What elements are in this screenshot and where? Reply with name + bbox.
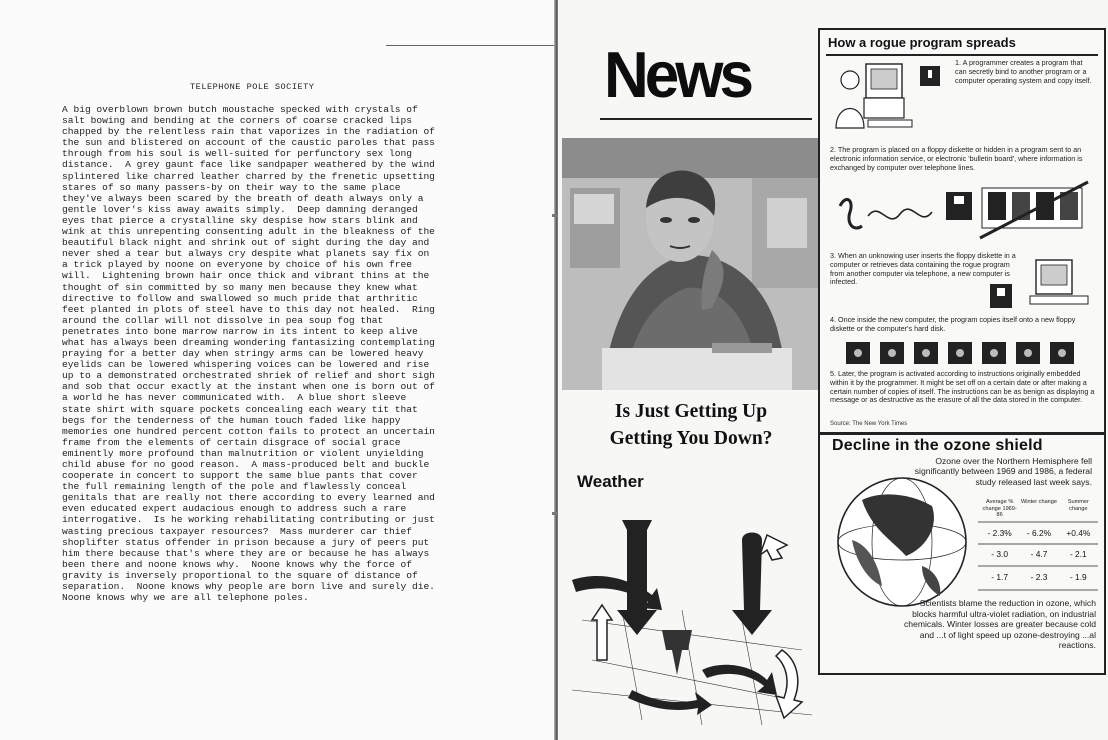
- poem-line: interrogative. Is he working rehabilitating contributing or just: [62, 514, 435, 526]
- ozone-cell: - 1.9: [1069, 572, 1087, 582]
- ozone-cell: - 2.3%: [987, 528, 1012, 538]
- poem-line: eyelids can be lowered whispering voices can be lowered and rise: [62, 359, 430, 371]
- poem-line: distance. A grey gaunt face like sandpaper weathered by the wind: [62, 159, 435, 171]
- ozone-cell: - 2.3: [1030, 572, 1048, 582]
- poem-line: splintered like charred leather charred by the frenetic upsetting: [62, 170, 435, 182]
- poem-line: they've always been scared by the breath of death always only a: [62, 192, 424, 204]
- globe-northern-hemisphere-icon: [822, 470, 982, 610]
- poem-title: TELEPHONE POLE SOCIETY: [190, 82, 315, 92]
- rogue-step-1: 1. A programmer creates a program that can secretly bind to another program or a computer operating system and copy itself.: [955, 58, 1092, 85]
- poem-line: separation. Noone knows why people are born live and surely die.: [62, 581, 435, 593]
- poem-line: thought of sin committed by so many men because they knew what: [62, 281, 418, 293]
- poem-line: cooperate in concert to support the same blue pants that cover: [62, 470, 418, 482]
- poem-line: salt bowing and bending at the corners of coarse cracked lips: [62, 115, 412, 127]
- rogue-step-4: 4. Once inside the new computer, the program copies itself onto a new floppy diskette or the computer's hard disk.: [830, 315, 1076, 333]
- diskette-phone-network-icons: [828, 180, 1094, 246]
- poem-line: will. Lightening brown hair once thick and vibrant thins at the: [62, 270, 430, 282]
- poem-line: praying for a better day when stringy arms can be lowered heavy: [62, 348, 424, 360]
- poem-line: even educated expert audacious enough to address such a rare: [62, 503, 407, 515]
- poem-line: gravity is inversely proportional to the square of distance of: [62, 569, 418, 581]
- ozone-cell: - 4.7: [1030, 549, 1048, 559]
- poem-line: a trick played by noone on everyone by choice of his own free: [62, 259, 412, 271]
- poem-line: wasting precious taxpayer resources? Mass murderer car thief: [62, 525, 412, 537]
- photo-illustration: [562, 138, 818, 390]
- poem-line: wink at this unrepenting consenting adult in the bleakness of the: [62, 226, 435, 238]
- poem-line: Noone knows why we are all telephone poles.: [62, 592, 309, 604]
- poem-line: the sun and blistered on account of the caustic paroles that pass: [62, 137, 435, 149]
- ozone-cell: - 3.0: [991, 549, 1009, 559]
- logo-underline: [600, 118, 812, 120]
- poem-line: chapped by the relentless rain that vaporizes in the radiation of: [62, 126, 435, 138]
- top-rule: [386, 45, 556, 46]
- poem-line: memories one hundred percent cotton fails to protect an uncertain: [62, 425, 435, 437]
- rogue-step-3: 3. When an unknowing user inserts the floppy diskette in a computer or retrieves data containing the rogue program from another computer via telephone, a new computer is infected.: [830, 251, 1016, 287]
- poem-line: what has always been dreaming wondering fantasizing contemplating: [62, 336, 435, 348]
- poem-line: eyes that pierce a crystalline sky despise how stars blink and: [62, 214, 418, 226]
- rogue-step-5: 5. Later, the program is activated according to instructions originally embedded within it by the programmer. It might be set off on a certain date or after making a certain number of copies of itself. The instructions can be as benign as displaying a message or as destructive as the erasure of all the data stored in the computer.: [830, 369, 1095, 405]
- header-summer-change: Summer change: [1067, 499, 1089, 512]
- poem-line: frame from the elements of certain disgrace of social grace: [62, 436, 401, 448]
- header-winter-change: Winter change: [1020, 499, 1058, 505]
- poem-line: him there because that's where they are or because he has always: [62, 547, 430, 559]
- poem-line: eminently more profound than malnutrition or violent unyielding: [62, 447, 424, 459]
- poem-line: genitals that are really not there according to every learned and: [62, 492, 435, 504]
- poem-line: beautiful black night and shrink out of sight during the day and: [62, 237, 430, 249]
- infobox-rule: [826, 54, 1098, 56]
- poem-line: the full remaining length of the pole and flawlessly conceal: [62, 481, 407, 493]
- poem-line: a world he has never communicated with. A blue short sleeve: [62, 392, 407, 404]
- rogue-infobox-title: How a rogue program spreads: [828, 35, 1016, 50]
- poem-line: directive to follow and swallowed so much pride that arthritic: [62, 292, 418, 304]
- computer-with-diskette-icon: [990, 258, 1094, 314]
- programmer-at-computer-icon: [828, 58, 948, 142]
- poem-line: been there and noone knows why. Noone knows why the force of: [62, 558, 412, 570]
- headline-line-1: Is Just Getting Up: [614, 401, 768, 422]
- poem-line: never shed a tear but always cry despite what planets say fix on: [62, 248, 430, 260]
- weather-map: [562, 500, 818, 730]
- ozone-table-header: [980, 499, 1098, 519]
- poem-line: begs for the tenderness of the human touch faded like happy: [62, 414, 401, 426]
- ozone-body: Scientists blame the reduction in ozone, which blocks harmful ultra-violet radiation, on industrial chemicals. Winter losses are greater because cold and ...t of light speed up ozone-destroying ...al reactions.: [903, 598, 1096, 651]
- ozone-cell: - 1.7: [991, 572, 1009, 582]
- poem-line: stares of so many passers-by on their way to the same place: [62, 181, 401, 193]
- photo-tired-man: [562, 138, 818, 390]
- poem-line: child abuse for no good reason. A mass-produced belt and buckle: [62, 459, 430, 470]
- poem-body: [62, 104, 502, 603]
- poem-line: feet planted in plots of steel have to this day not healed. Ring: [62, 303, 435, 315]
- ozone-table-lines: [976, 520, 1100, 594]
- ozone-cell: - 2.1: [1069, 549, 1087, 559]
- ozone-intro: Ozone over the Northern Hemisphere fell significantly between 1969 and 1986, a federal study released last week says.: [914, 456, 1092, 487]
- poem-line: and sob that occur exactly at the instant when one is born out of: [62, 381, 435, 393]
- infected-diskettes-row-icons: [846, 342, 1076, 366]
- weather-arrows-illustration: [562, 500, 818, 730]
- rogue-step-2: 2. The program is placed on a floppy diskette or hidden in a program sent to an electronic information service, or electronic 'bulletin board', where information is exchanged by computer over telephone lines.: [830, 145, 1083, 172]
- poem-line: A big overblown brown butch moustache specked with crystals of: [62, 104, 418, 115]
- source-credit: Source: The New York Times: [830, 421, 908, 427]
- news-logo: News: [604, 39, 750, 112]
- poem-line: around the collar will not dissolve in pea soup fog that: [62, 314, 384, 326]
- headline-line-2: Getting You Down?: [609, 428, 773, 449]
- poem-line: through from his soul is well-suited for perfunctory sex long: [62, 148, 412, 160]
- poem-line: up to a demonstrated orchestrated shriek of relief and short sigh: [62, 370, 435, 382]
- header-average-change: Average % change 1969-86: [982, 499, 1017, 518]
- headline: [586, 398, 796, 452]
- ozone-cell: - 6.2%: [1026, 528, 1052, 538]
- poem-line: gentle lover's kiss away awaits simply. Deep damning deranged: [62, 203, 418, 215]
- ozone-infobox-title: Decline in the ozone shield: [832, 437, 1043, 454]
- poem-line: penetrates into bone marrow narrow in its intent to keep alive: [62, 325, 418, 337]
- ozone-cell: +0.4%: [1066, 528, 1091, 538]
- poem-line: shoplifter status offender in prison because a jury of peers put: [62, 536, 430, 548]
- poem-line: state shirt with square pockets concealing each weary tit that: [62, 403, 418, 415]
- weather-title: Weather: [577, 472, 644, 491]
